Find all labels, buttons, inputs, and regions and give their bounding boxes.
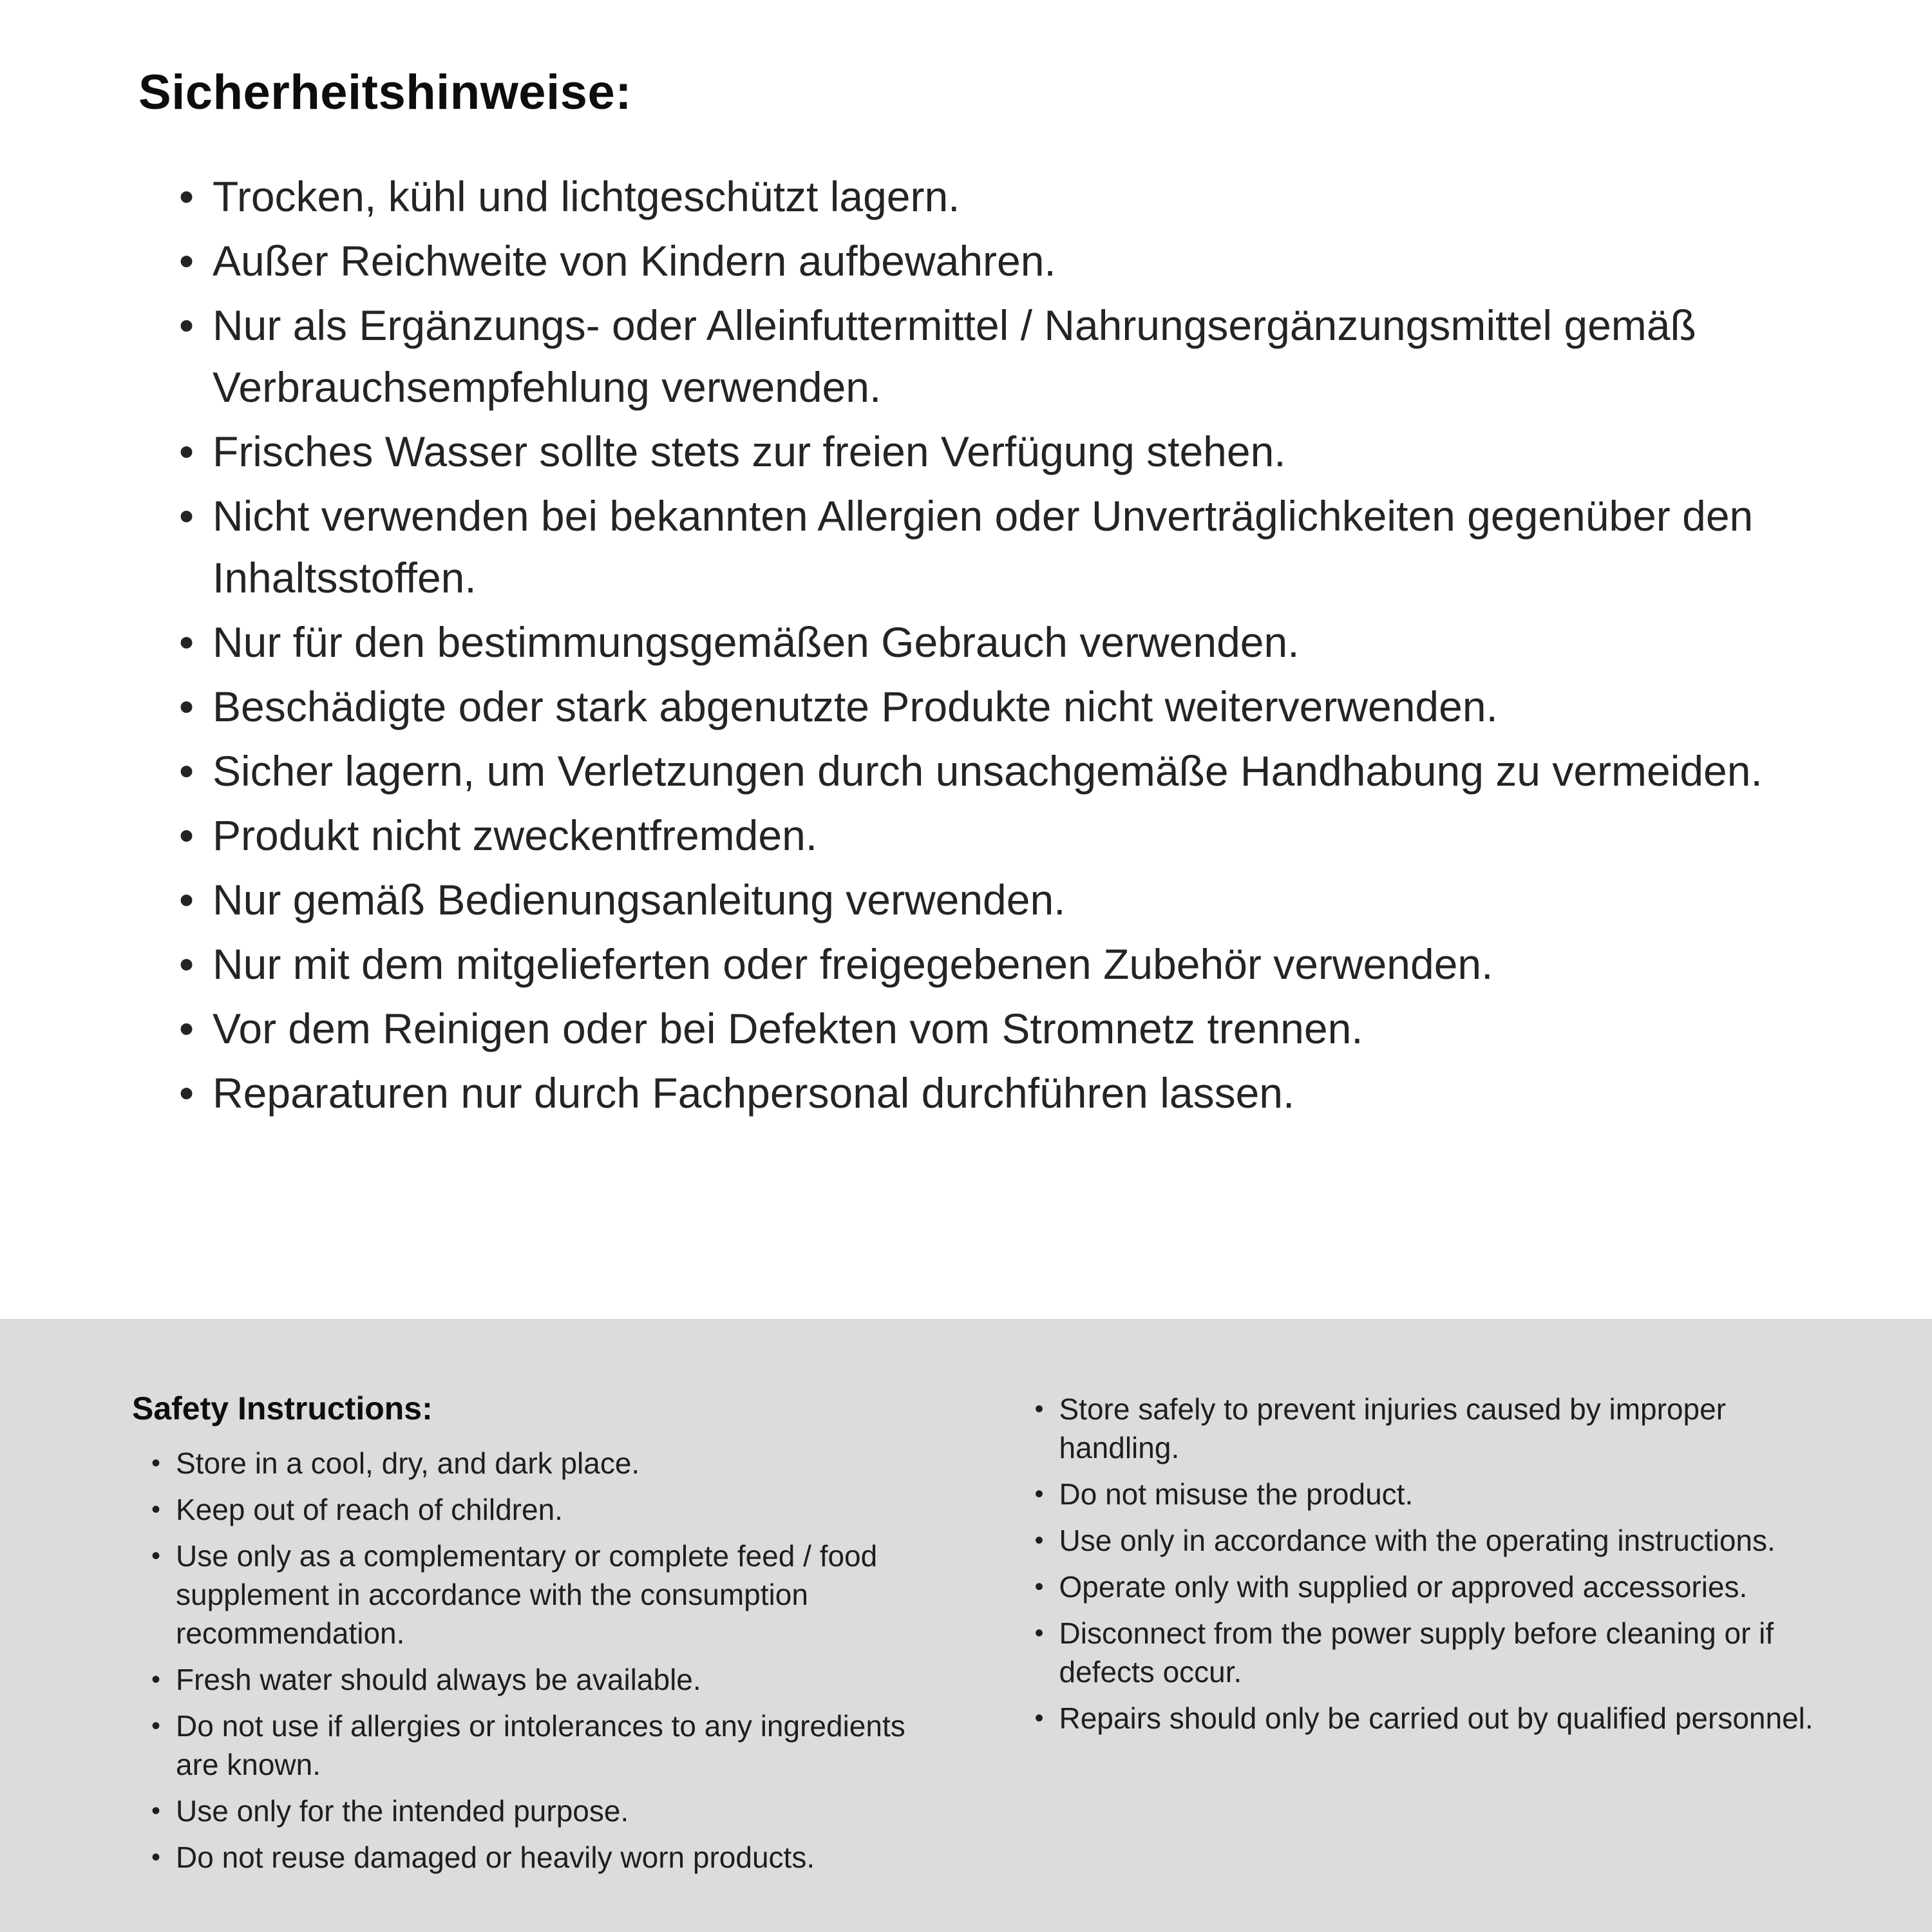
english-right-column [1032,1390,1836,1932]
english-list-item: • Use only in accordance with the operating instructions. [1032,1521,1836,1560]
english-list-item: • Do not use if allergies or intolerances to any ingredients are known. [149,1707,936,1784]
english-safety-section [0,1319,1932,1932]
german-list-item: • Nicht verwenden bei bekannten Allergien oder Unverträglichkeiten gegenüber den Inhaltsstoffen. [174,485,1842,609]
english-safety-list-left [132,1444,936,1877]
german-safety-list [138,166,1842,1124]
german-section-heading: Sicherheitshinweise: [138,65,632,120]
english-list-item: • Repairs should only be carried out by qualified personnel. [1032,1699,1836,1738]
german-list-item: • Trocken, kühl und lichtgeschützt lagern. [174,166,1842,227]
english-list-item: • Fresh water should always be available. [149,1660,936,1699]
german-list-item: • Vor dem Reinigen oder bei Defekten vom Stromnetz trennen. [174,998,1842,1059]
german-list-item: • Produkt nicht zweckentfremden. [174,804,1842,866]
english-list-item: • Do not reuse damaged or heavily worn products. [149,1838,936,1877]
english-list-item: • Use only for the intended purpose. [149,1792,936,1830]
english-list-item: • Keep out of reach of children. [149,1490,936,1529]
english-list-item: • Do not misuse the product. [1032,1475,1836,1513]
german-list-item: • Frisches Wasser sollte stets zur freien Verfügung stehen. [174,421,1842,482]
english-list-item: • Store safely to prevent injuries caused by improper handling. [1032,1390,1836,1467]
german-list-item: • Nur als Ergänzungs- oder Alleinfuttermittel / Nahrungsergänzungsmittel gemäß Verbrauchsempfehlung verwenden. [174,294,1842,418]
german-list-item: • Reparaturen nur durch Fachpersonal durchführen lassen. [174,1062,1842,1124]
german-list-item: • Sicher lagern, um Verletzungen durch unsachgemäße Handhabung zu vermeiden. [174,740,1842,802]
english-list-item: • Operate only with supplied or approved accessories. [1032,1567,1836,1606]
german-list-item: • Außer Reichweite von Kindern aufbewahren. [174,230,1842,292]
german-list-item: • Beschädigte oder stark abgenutzte Produkte nicht weiterverwenden. [174,676,1842,737]
english-left-column [132,1390,936,1932]
english-list-item: • Disconnect from the power supply before cleaning or if defects occur. [1032,1614,1836,1691]
german-list-item: • Nur für den bestimmungsgemäßen Gebrauch verwenden. [174,611,1842,673]
english-section-heading: Safety Instructions: [132,1390,433,1426]
english-safety-list-right [1032,1390,1836,1738]
german-list-item: • Nur mit dem mitgelieferten oder freigegebenen Zubehör verwenden. [174,933,1842,995]
english-list-item: • Store in a cool, dry, and dark place. [149,1444,936,1482]
english-list-item: • Use only as a complementary or complete feed / food supplement in accordance with the consumption recommendation. [149,1537,936,1653]
german-list-item: • Nur gemäß Bedienungsanleitung verwenden. [174,869,1842,931]
